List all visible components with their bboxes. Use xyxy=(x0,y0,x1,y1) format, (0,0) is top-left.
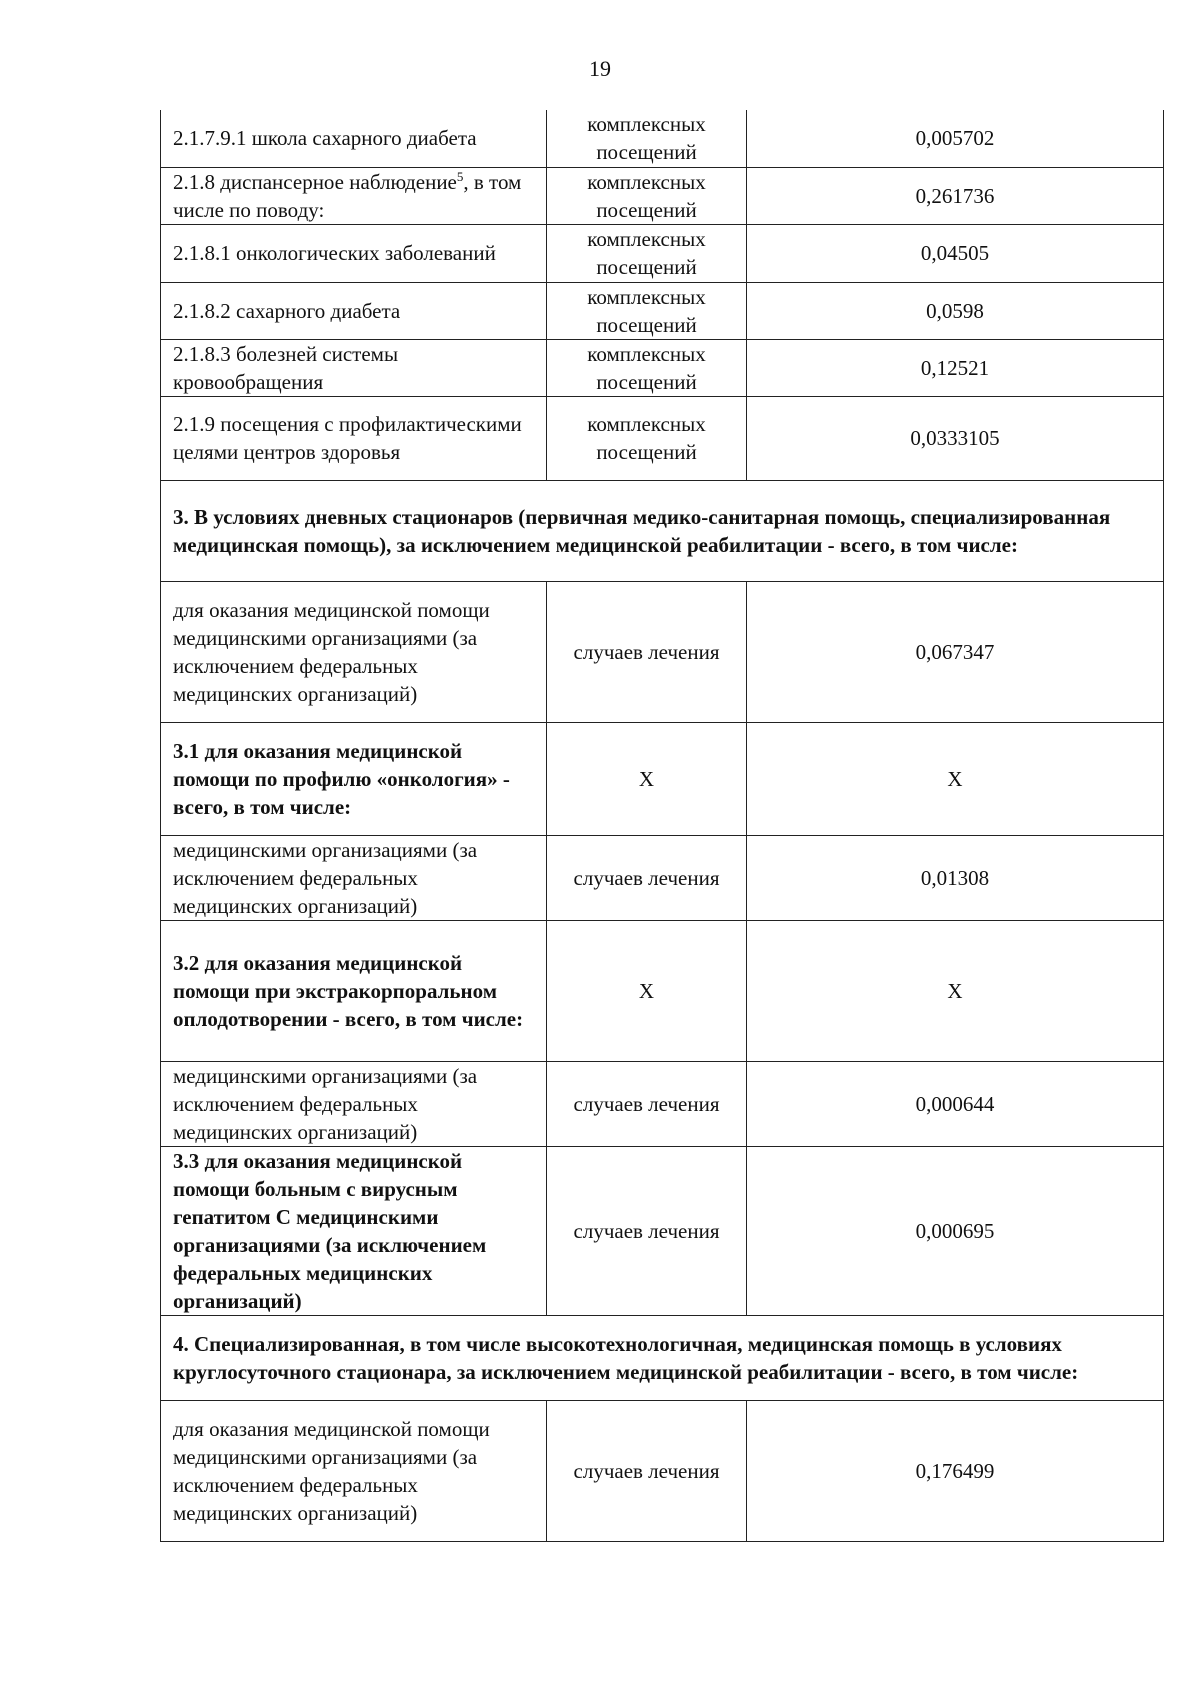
row-name xyxy=(161,1400,547,1541)
table-row xyxy=(161,1400,1164,1541)
table-row xyxy=(161,1061,1164,1146)
row-name-text: медицинскими организациями (за исключением федеральных медицинских организаций) xyxy=(173,1063,478,1144)
row-unit: комплексных посещений xyxy=(547,339,747,396)
section-row xyxy=(161,480,1164,581)
footnote-mark: 5 xyxy=(456,168,464,184)
row-unit: комплексных посещений xyxy=(547,224,747,282)
row-value: 0,000644 xyxy=(747,1061,1164,1146)
row-name-text: 2.1.8.1 онкологических заболеваний xyxy=(173,241,496,265)
table-row xyxy=(161,722,1164,835)
row-value: 0,005702 xyxy=(747,110,1164,167)
row-name-text: 2.1.9 посещения с профилактическими целями центров здоровья xyxy=(173,412,522,464)
row-name-text: для оказания медицинской помощи медицинскими организациями (за исключением федеральных медицинских организаций) xyxy=(173,1416,490,1525)
row-unit: комплексных посещений xyxy=(547,167,747,224)
row-name-text: 3.3 для оказания медицинской помощи больным с вирусным гепатитом С медицинскими организациями (за исключением федеральных медицинских организаций) xyxy=(173,1148,487,1313)
row-unit: случаев лечения xyxy=(547,581,747,722)
row-value: 0,067347 xyxy=(747,581,1164,722)
row-unit: случаев лечения xyxy=(547,1400,747,1541)
row-value: 0,04505 xyxy=(747,224,1164,282)
row-value: 0,0333105 xyxy=(747,396,1164,480)
row-name xyxy=(161,396,547,480)
row-name-text: 2.1.7.9.1 школа сахарного диабета xyxy=(173,126,477,151)
row-name xyxy=(161,224,547,282)
table-row xyxy=(161,339,1164,396)
row-unit: случаев лечения xyxy=(547,1061,747,1146)
table-row xyxy=(161,920,1164,1061)
row-name xyxy=(161,1146,547,1315)
row-unit: комплексных посещений xyxy=(547,110,747,167)
row-unit: комплексных посещений xyxy=(547,396,747,480)
row-name xyxy=(161,722,547,835)
row-unit: X xyxy=(547,920,747,1061)
table-row xyxy=(161,167,1164,224)
table-row xyxy=(161,282,1164,339)
table-row xyxy=(161,1146,1164,1315)
row-name xyxy=(161,920,547,1061)
table-row xyxy=(161,581,1164,722)
row-name xyxy=(161,110,547,167)
row-name xyxy=(161,581,547,722)
row-unit: X xyxy=(547,722,747,835)
row-unit: случаев лечения xyxy=(547,1146,747,1315)
row-value: 0,000695 xyxy=(747,1146,1164,1315)
row-value: X xyxy=(747,920,1164,1061)
row-unit: случаев лечения xyxy=(547,835,747,920)
table-row xyxy=(161,396,1164,480)
row-name-tail: , в том числе по поводу: xyxy=(173,169,522,222)
row-value: 0,12521 xyxy=(747,339,1164,396)
table-row xyxy=(161,224,1164,282)
row-name xyxy=(161,282,547,339)
row-value: 0,01308 xyxy=(747,835,1164,920)
page-number: 19 xyxy=(589,56,611,81)
row-name-text: для оказания медицинской помощи медицинскими организациями (за исключением федеральных медицинских организаций) xyxy=(173,597,490,706)
section-heading: 3. В условиях дневных стационаров (первичная медико-санитарная помощь, специализированная медицинская помощь), за исключением медицинской реабилитации - всего, в том числе: xyxy=(161,480,1164,581)
row-name xyxy=(161,835,547,920)
row-name-text: 2.1.8.3 болезней системы кровообращения xyxy=(173,341,399,394)
table-row xyxy=(161,110,1164,167)
row-unit: комплексных посещений xyxy=(547,282,747,339)
row-name xyxy=(161,167,547,224)
row-value: X xyxy=(747,722,1164,835)
row-value: 0,0598 xyxy=(747,282,1164,339)
row-name-text: 2.1.8 диспансерное наблюдение xyxy=(173,169,457,194)
table-row xyxy=(161,835,1164,920)
row-name xyxy=(161,1061,547,1146)
section-heading: 4. Специализированная, в том числе высокотехнологичная, медицинская помощь в условиях круглосуточного стационара, за исключением медицинской реабилитации - всего, в том числе: xyxy=(161,1315,1164,1400)
row-name-text: 3.2 для оказания медицинской помощи при экстракорпоральном оплодотворении - всего, в том числе: xyxy=(173,950,524,1031)
row-name-text: медицинскими организациями (за исключением федеральных медицинских организаций) xyxy=(173,837,478,918)
row-value: 0,176499 xyxy=(747,1400,1164,1541)
norms-table xyxy=(160,110,1164,1542)
row-name-text: 3.1 для оказания медицинской помощи по профилю «онкология» - всего, в том числе: xyxy=(173,738,510,819)
section-row xyxy=(161,1315,1164,1400)
row-name xyxy=(161,339,547,396)
table-body xyxy=(161,110,1164,1541)
row-value: 0,261736 xyxy=(747,167,1164,224)
row-name-text: 2.1.8.2 сахарного диабета xyxy=(173,298,401,323)
